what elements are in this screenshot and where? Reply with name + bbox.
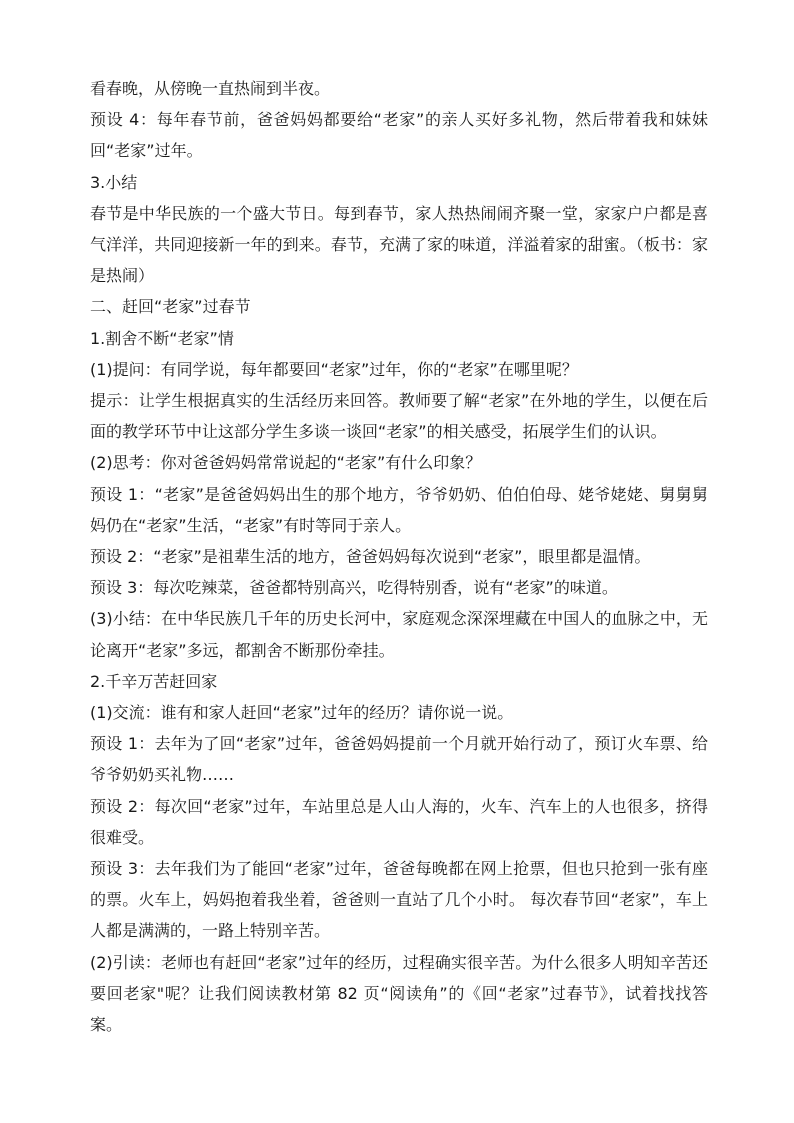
paragraph: (1)提问：有同学说，每年都要回“老家”过年，你的“老家”在哪里呢？ (90, 359, 578, 379)
document-page (90, 73, 708, 1040)
paragraph: 预设 1：“老家”是爸爸妈妈出生的那个地方，爷爷奶奶、伯伯伯母、姥爷姥姥、舅舅舅妈仍在“老家”生活，“老家”有时等同于亲人。 (90, 484, 708, 535)
paragraph: (1)交流：谁有和家人赶回“老家”过年的经历？请你说一说。 (90, 703, 514, 723)
paragraph: 预设 1：去年为了回“老家”过年，爸爸妈妈提前一个月就开始行动了，预订火车票、给爷爷奶奶买礼物…… (90, 734, 708, 785)
paragraph: (2)思考：你对爸爸妈妈常常说起的“老家”有什么印象？ (90, 453, 482, 473)
paragraph: 预设 3：去年我们为了能回“老家”过年，爸爸每晚都在网上抢票，但也只抢到一张有座的票。火车上，妈妈抱着我坐着，爸爸则一直站了几个小时。 每次春节回“老家”，车上人都是满满的，一路上特别辛苦。 (90, 859, 708, 941)
paragraph: 预设 3：每次吃辣菜，爸爸都特别高兴，吃得特别香，说有“老家”的味道。 (90, 578, 618, 598)
paragraph: (2)引读：老师也有赶回“老家”过年的经历，过程确实很辛苦。为什么很多人明知辛苦还要回老家"呢？让我们阅读教材第 82 页“阅读角”的《回“老家”过春节》，试着找找答案。 (90, 952, 708, 1035)
paragraph: 预设 2：“老家”是祖辈生活的地方，爸爸妈妈每次说到“老家”，眼里都是温情。 (90, 547, 651, 567)
paragraph: 春节是中华民族的一个盛大节日。每到春节，家人热热闹闹齐聚一堂，家家户户都是喜气洋洋，共同迎接新一年的到来。春节，充满了家的味道，洋溢着家的甜蜜。（板书：家是热闹） (90, 203, 708, 286)
section-heading: 3.小结 (90, 172, 138, 192)
section-heading: 2.千辛万苦赶回家 (90, 671, 218, 691)
section-heading: 二、赶回“老家”过春节 (90, 297, 251, 317)
paragraph: 预设 4：每年春节前，爸爸妈妈都要给“老家”的亲人买好多礼物，然后带着我和妹妹回“老家”过年。 (90, 110, 708, 161)
section-heading: 1.割舍不断“老家”情 (90, 328, 234, 348)
paragraph: 提示：让学生根据真实的生活经历来回答。教师要了解“老家”在外地的学生，以便在后面的教学环节中让这部分学生多谈一谈回“老家”的相关感受，拓展学生们的认识。 (90, 391, 708, 442)
paragraph: (3)小结：在中华民族几千年的历史长河中，家庭观念深深埋藏在中国人的血脉之中，无论离开“老家”多远，都割舍不断那份牵挂。 (90, 609, 708, 660)
paragraph: 预设 2：每次回“老家”过年，车站里总是人山人海的，火车、汽车上的人也很多，挤得很难受。 (90, 796, 708, 847)
paragraph: 看春晚，从傍晚一直热闹到半夜。 (90, 79, 331, 98)
